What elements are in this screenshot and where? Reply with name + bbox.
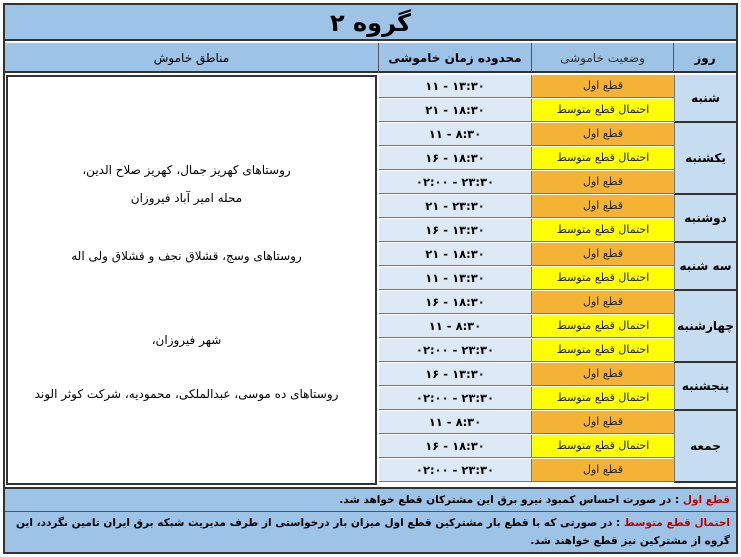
day-cell: چهارشنبه: [674, 291, 736, 363]
table-row: [379, 219, 674, 242]
status-cell: احتمال قطع متوسط: [532, 147, 674, 169]
table-row: [379, 459, 674, 482]
time-range-cell: ۱۱ - ۸:۳۰: [379, 123, 532, 145]
time-range-cell: ۱۶ - ۱۸:۳۰: [379, 291, 532, 313]
table-row: [379, 435, 674, 458]
status-cell: قطع اول: [532, 171, 674, 193]
area-line-3: روستاهای وسج، قشلاق نجف و قشلاق ولی اله: [71, 249, 302, 263]
table-row: [379, 411, 674, 434]
table-row: [379, 291, 674, 314]
table-row: [379, 171, 674, 194]
header-day: روز: [674, 43, 736, 73]
table-row: [379, 147, 674, 170]
table-row: [379, 387, 674, 410]
areas-cell: [6, 75, 377, 485]
table-row: [379, 75, 674, 98]
day-cell: شنبه: [674, 75, 736, 123]
status-cell: احتمال قطع متوسط: [532, 339, 674, 361]
time-range-cell: ۰۲:۰۰ - ۲۳:۳۰: [379, 387, 532, 409]
note-mid-text: : در صورتی که با قطع بار مشترکین قطع اول میزان بار درخواستی از طرف مدیریت شبکه برق ایران تامین نگردد، این گروه از مشترکین نیز قطع خواهند شد.: [15, 517, 730, 547]
time-range-cell: ۱۱ - ۸:۳۰: [379, 315, 532, 337]
day-cell: دوشنبه: [674, 195, 736, 243]
table-row: [379, 267, 674, 290]
time-range-cell: ۱۶ - ۱۸:۳۰: [379, 435, 532, 457]
time-range-cell: ۱۶ - ۱۳:۳۰: [379, 219, 532, 241]
area-line-2: محله امیر آباد فیروزان: [130, 191, 243, 205]
time-range-cell: ۱۶ - ۱۸:۳۰: [379, 147, 532, 169]
status-cell: احتمال قطع متوسط: [532, 267, 674, 289]
time-range-cell: ۰۲:۰۰ - ۲۳:۳۰: [379, 171, 532, 193]
header-time-range: محدوده زمان خاموشی: [379, 43, 532, 73]
day-cell: پنجشنبه: [674, 363, 736, 411]
status-cell: قطع اول: [532, 75, 674, 97]
status-cell: احتمال قطع متوسط: [532, 219, 674, 241]
time-range-cell: ۱۱ - ۱۳:۳۰: [379, 267, 532, 289]
status-cell: قطع اول: [532, 243, 674, 265]
header-areas: مناطق خاموش: [5, 43, 379, 73]
day-cell: یکشنبه: [674, 123, 736, 195]
status-cell: احتمال قطع متوسط: [532, 99, 674, 121]
table-row: [379, 315, 674, 338]
note-medium-cut: [5, 511, 736, 552]
note-mid-label: احتمال قطع متوسط: [623, 517, 730, 529]
note-first-text: : در صورت احساس کمبود نیرو برق این مشترکان قطع خواهد شد.: [339, 494, 680, 506]
time-range-cell: ۲۱ - ۲۳:۳۰: [379, 195, 532, 217]
header-status: وضعیت خاموشی: [532, 43, 674, 73]
area-line-4: شهر فیروزان،: [151, 333, 222, 347]
area-line-1: روستاهای کهریز جمال، کهریز صلاح الدین،: [82, 163, 291, 177]
status-cell: قطع اول: [532, 195, 674, 217]
time-range-cell: ۰۲:۰۰ - ۲۳:۳۰: [379, 459, 532, 481]
time-range-cell: ۰۲:۰۰ - ۲۳:۳۰: [379, 339, 532, 361]
day-cell: سه شنبه: [674, 243, 736, 291]
time-range-cell: ۲۱ - ۱۸:۳۰: [379, 99, 532, 121]
time-range-cell: ۱۶ - ۱۳:۳۰: [379, 363, 532, 385]
status-cell: قطع اول: [532, 411, 674, 433]
note-first-label: قطع اول: [682, 494, 730, 506]
time-range-cell: ۱۱ - ۱۳:۳۰: [379, 75, 532, 97]
page-title: گروه ۲: [5, 5, 736, 41]
area-line-5: روستاهای ده موسی، عبدالملکی، محمودیه، شرکت کوثر الوند: [34, 387, 339, 401]
table-row: [379, 99, 674, 122]
status-cell: احتمال قطع متوسط: [532, 315, 674, 337]
day-cell: جمعه: [674, 411, 736, 483]
time-range-cell: ۱۱ - ۸:۳۰: [379, 411, 532, 433]
table-row: [379, 195, 674, 218]
table-row: [379, 339, 674, 362]
table-row: [379, 243, 674, 266]
status-cell: قطع اول: [532, 291, 674, 313]
status-cell: قطع اول: [532, 363, 674, 385]
status-cell: احتمال قطع متوسط: [532, 387, 674, 409]
table-row: [379, 363, 674, 386]
table-row: [379, 123, 674, 146]
status-cell: احتمال قطع متوسط: [532, 435, 674, 457]
status-cell: قطع اول: [532, 123, 674, 145]
status-cell: قطع اول: [532, 459, 674, 481]
time-range-cell: ۲۱ - ۱۸:۳۰: [379, 243, 532, 265]
schedule-sheet: [3, 3, 738, 554]
note-first-cut: [5, 487, 736, 511]
